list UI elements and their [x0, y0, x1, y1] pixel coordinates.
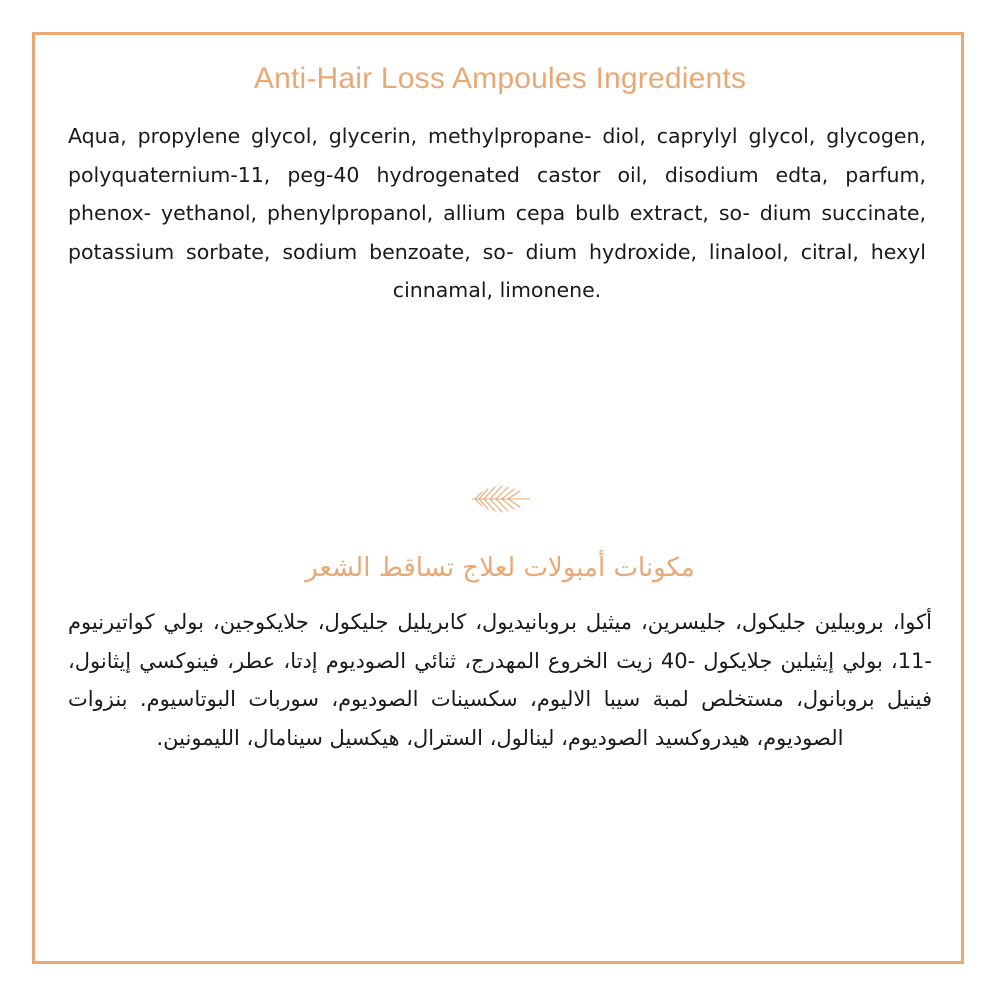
arabic-ingredients-text: أكوا، بروبيلين جليكول، جليسرين، ميثيل بروبانيديول، كابريليل جليكول، جلايكوجين، بولي كواتيرنيوم -11، بولي إيثيلين جلايكول -40 زيت الخروع المهدرج، ثنائي الصوديوم إدتا، عطر، فينوكسي إيثانول، فينيل بروبانول، مستخلص لمبة سيبا الاليوم، سكسينات الصوديوم، سوربات البوتاسيوم. بنزوات الصوديوم، هيدروكسيد الصوديوم، لينالول، السترال، هيكسيل سينامال، الليمونين.	[68, 610, 932, 750]
arabic-title: مكونات أمبولات لعلاج تساقط الشعر	[305, 553, 695, 583]
english-title: Anti-Hair Loss Ampoules Ingredients	[253, 62, 747, 95]
english-ingredients-text: Aqua, propylene glycol, glycerin, methylpropane- diol, caprylyl glycol, glycogen, polyquaternium-11, peg-40 hydrogenated castor oil, disodium edta, parfum, phenox- yethanol, phenylpropanol, allium cepa bulb extract, so- dium succinate, potassium sorbate, sodium benzoate, so- dium hydroxide, linalool, citral, hexyl cinnamal, limonene.	[68, 124, 926, 302]
palm-leaf-icon	[468, 482, 534, 516]
